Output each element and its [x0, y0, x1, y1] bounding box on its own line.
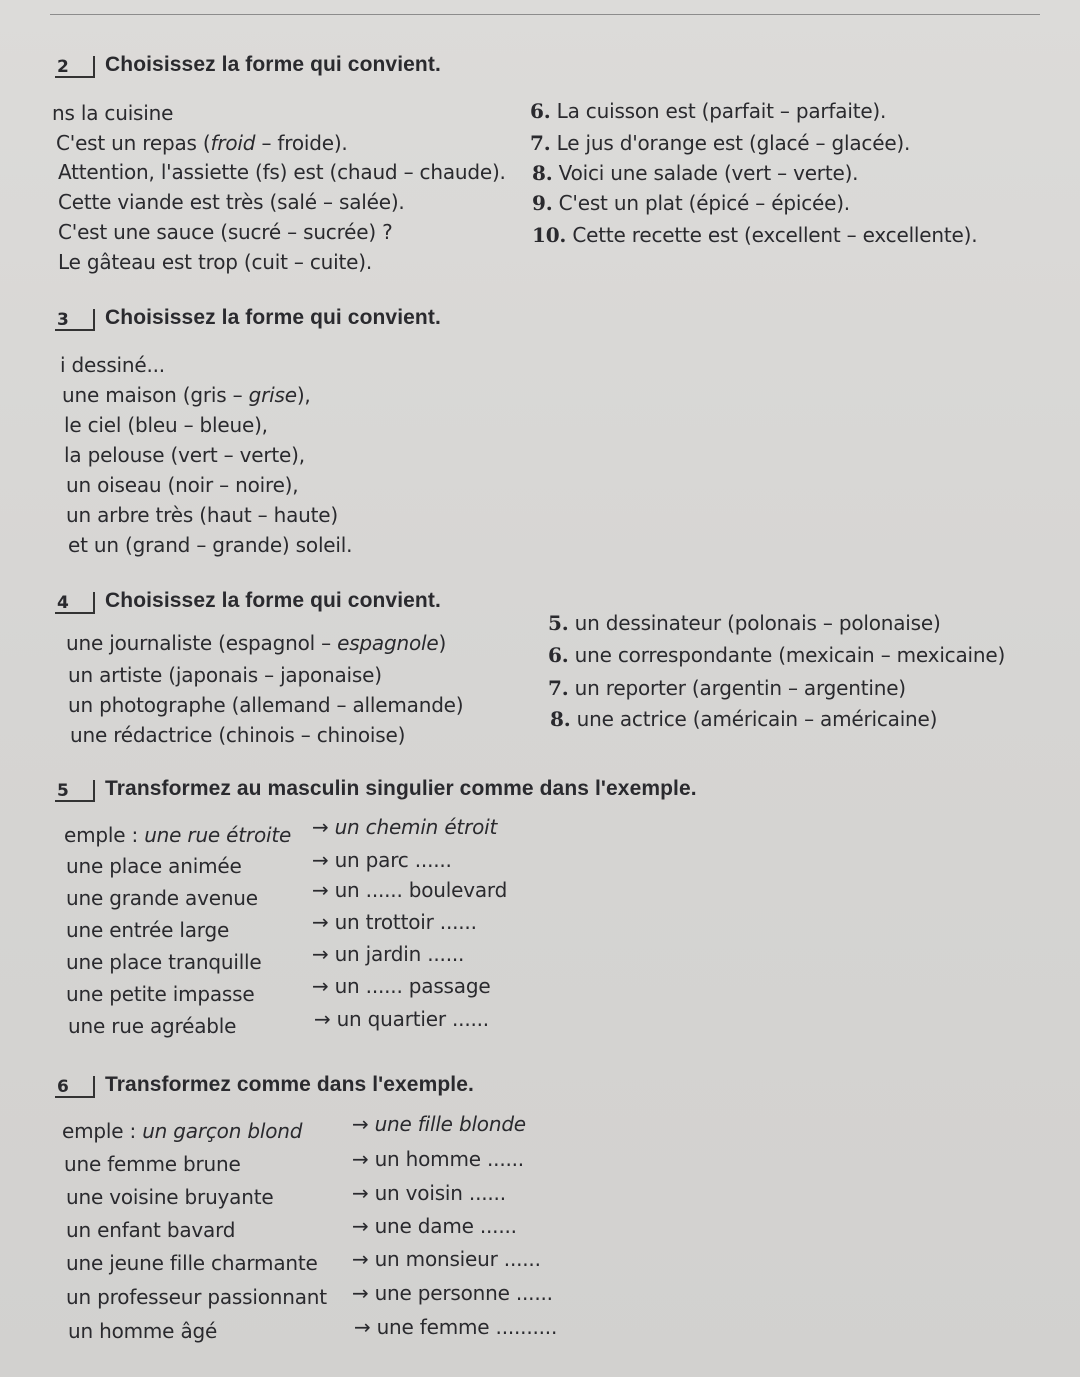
exercise-5-example-left: emple : une rue étroite	[64, 823, 292, 847]
exercise-5-left-2: une grande avenue	[66, 886, 258, 910]
exercise-5-right-5: → un ...... passage	[312, 974, 491, 998]
exercise-2-item-6: 6. La cuisson est (parfait – parfaite).	[530, 99, 887, 123]
exercise-3-line-3: la pelouse (vert – verte),	[64, 443, 305, 467]
exercise-6-right-6: → une femme ..........	[354, 1315, 558, 1339]
exercise-6-number: 6	[55, 1076, 95, 1098]
exercise-6-left-4: une jeune fille charmante	[66, 1251, 318, 1275]
exercise-5-title: Transformez au masculin singulier comme dans l'exemple.	[105, 777, 697, 800]
arrow-icon: →	[312, 910, 329, 934]
exercise-2-item-8: 8. Voici une salade (vert – verte).	[532, 161, 859, 185]
exercise-2-item-7: 7. Le jus d'orange est (glacé – glacée).	[530, 131, 911, 155]
exercise-4-item-6: 6. une correspondante (mexicain – mexicaine)	[548, 643, 1006, 667]
exercise-6-example-right: → une fille blonde	[352, 1112, 526, 1136]
exercise-5-header	[55, 776, 697, 802]
exercise-4-title: Choisissez la forme qui convient.	[105, 589, 441, 612]
exercise-2-item-2: Attention, l'assiette (fs) est (chaud – chaude).	[58, 160, 506, 184]
exercise-4-item-8: 8. une actrice (américain – américaine)	[550, 707, 938, 731]
exercise-5-example-right: → un chemin étroit	[312, 815, 498, 839]
exercise-5-right-3: → un trottoir ......	[312, 910, 477, 934]
exercise-6-example-left: emple : un garçon blond	[62, 1119, 303, 1143]
exercise-4-number: 4	[55, 592, 95, 614]
exercise-5-left-6: une rue agréable	[68, 1014, 237, 1038]
exercise-6-right-1: → un homme ......	[352, 1147, 524, 1171]
arrow-icon: →	[312, 815, 329, 839]
exercise-3-header	[55, 305, 441, 331]
exercise-2-item-3: Cette viande est très (salé – salée).	[58, 190, 405, 214]
exercise-5-right-6: → un quartier ......	[314, 1007, 489, 1031]
exercise-2-title: Choisissez la forme qui convient.	[105, 53, 441, 76]
exercise-6-left-3: un enfant bavard	[66, 1218, 236, 1242]
exercise-2-header	[55, 52, 441, 78]
arrow-icon: →	[314, 1007, 331, 1031]
exercise-2-item-5: Le gâteau est trop (cuit – cuite).	[58, 250, 373, 274]
top-rule	[50, 14, 1040, 15]
arrow-icon: →	[312, 942, 329, 966]
exercise-4-item-4: une rédactrice (chinois – chinoise)	[70, 723, 406, 747]
arrow-icon: →	[312, 974, 329, 998]
exercise-5-left-4: une place tranquille	[66, 950, 262, 974]
exercise-6-left-1: une femme brune	[64, 1152, 241, 1176]
exercise-2-item-4: C'est une sauce (sucré – sucrée) ?	[58, 220, 393, 244]
exercise-3-intro: i dessiné...	[60, 353, 165, 377]
exercise-5-number: 5	[55, 780, 95, 802]
arrow-icon: →	[352, 1147, 369, 1171]
exercise-4-item-7: 7. un reporter (argentin – argentine)	[548, 676, 906, 700]
exercise-3-line-4: un oiseau (noir – noire),	[66, 473, 299, 497]
arrow-icon: →	[312, 878, 329, 902]
arrow-icon: →	[352, 1181, 369, 1205]
exercise-4-item-3: un photographe (allemand – allemande)	[68, 693, 464, 717]
exercise-4-item-2: un artiste (japonais – japonaise)	[68, 663, 382, 687]
arrow-icon: →	[352, 1112, 369, 1136]
exercise-3-line-1: une maison (gris – grise),	[62, 383, 311, 407]
arrow-icon: →	[312, 848, 329, 872]
exercise-2-item-1: C'est un repas (froid – froide).	[56, 131, 348, 155]
exercise-6-title: Transformez comme dans l'exemple.	[105, 1073, 474, 1096]
exercise-3-line-6: et un (grand – grande) soleil.	[68, 533, 353, 557]
exercise-5-right-4: → un jardin ......	[312, 942, 465, 966]
exercise-5-left-3: une entrée large	[66, 918, 230, 942]
exercise-4-item-1: une journaliste (espagnol – espagnole)	[66, 631, 447, 655]
exercise-2-intro: ns la cuisine	[52, 101, 174, 125]
exercise-3-title: Choisissez la forme qui convient.	[105, 306, 441, 329]
exercise-6-header	[55, 1072, 474, 1098]
exercise-5-left-1: une place animée	[66, 854, 242, 878]
exercise-6-left-6: un homme âgé	[68, 1319, 218, 1343]
exercise-3-line-5: un arbre très (haut – haute)	[66, 503, 338, 527]
exercise-5-right-2: → un ...... boulevard	[312, 878, 508, 902]
exercise-6-left-5: un professeur passionnant	[66, 1285, 327, 1309]
exercise-5-right-1: → un parc ......	[312, 848, 452, 872]
exercise-2-item-10: 10. Cette recette est (excellent – excellente).	[532, 223, 978, 247]
arrow-icon: →	[352, 1281, 369, 1305]
exercise-2-number: 2	[55, 56, 95, 78]
exercise-5-left-5: une petite impasse	[66, 982, 255, 1006]
exercise-6-right-4: → un monsieur ......	[352, 1247, 541, 1271]
exercise-3-line-2: le ciel (bleu – bleue),	[64, 413, 268, 437]
arrow-icon: →	[352, 1214, 369, 1238]
exercise-6-left-2: une voisine bruyante	[66, 1185, 274, 1209]
exercise-2-item-9: 9. C'est un plat (épicé – épicée).	[532, 191, 850, 215]
exercise-4-header	[55, 588, 441, 614]
exercise-6-right-3: → une dame ......	[352, 1214, 517, 1238]
exercise-3-number: 3	[55, 309, 95, 331]
exercise-4-item-5: 5. un dessinateur (polonais – polonaise)	[548, 611, 941, 635]
arrow-icon: →	[352, 1247, 369, 1271]
exercise-6-right-5: → une personne ......	[352, 1281, 553, 1305]
exercise-6-right-2: → un voisin ......	[352, 1181, 506, 1205]
arrow-icon: →	[354, 1315, 371, 1339]
